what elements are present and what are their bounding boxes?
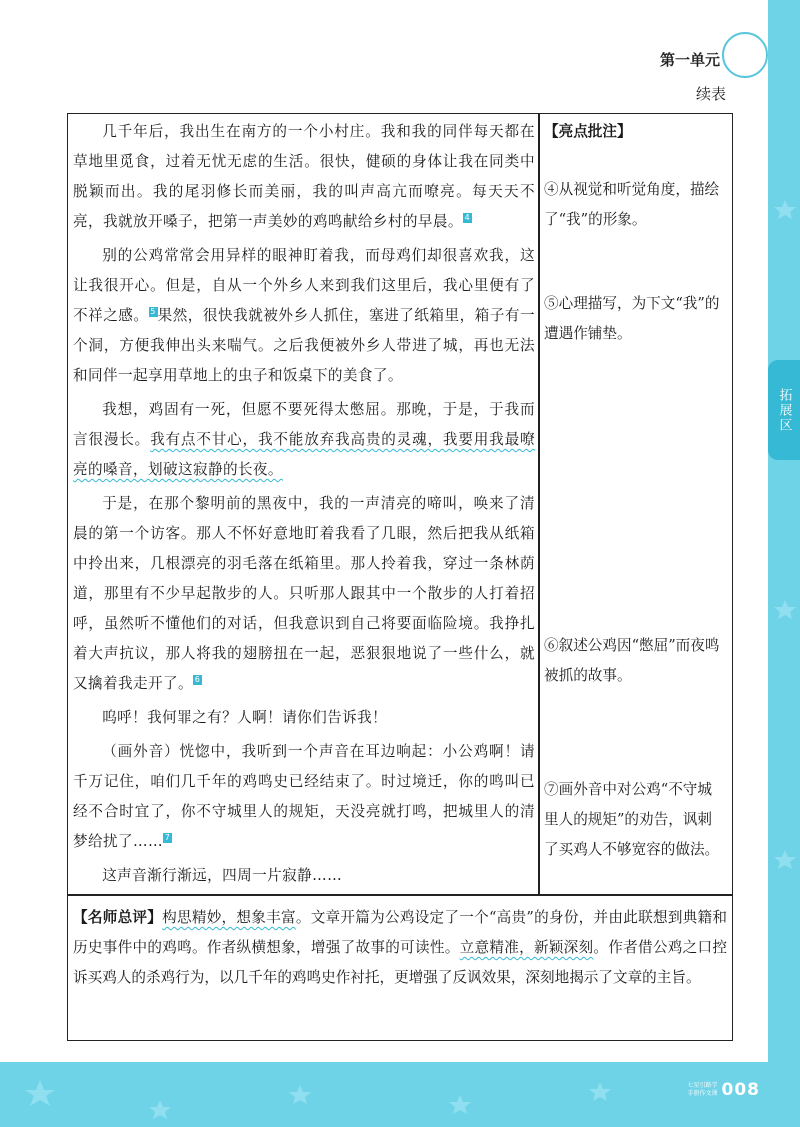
unit-emblem-icon — [722, 32, 768, 78]
page-number: 008 — [721, 1080, 760, 1100]
summary-highlight: 立意精准，新颖深刻 — [459, 939, 594, 956]
annotation-marker: 7 — [164, 833, 171, 843]
story-paragraph: 几千年后，我出生在南方的一个小村庄。我和我的同伴每天都在草地里觅食，过着无忧无虑的生活。很快，健硕的身体让我在同类中脱颖而出。我的尾羽修长而美丽，我的叫声高亢而嘹亮。每天天不亮，我就放开嗓子，把第一声美妙的鸡鸣献给乡村的早晨。 4 — [73, 123, 535, 230]
footer-badge — [688, 1077, 761, 1103]
note-item: ⑤心理描写，为下文“我”的遭遇作铺垫。 — [544, 295, 720, 342]
note-item: ⑥叙述公鸡因“憋屈”而夜鸣被抓的故事。 — [544, 637, 720, 684]
column-divider — [538, 113, 540, 894]
story-paragraph: 我想，鸡固有一死，但愿不要死得太憋屈。那晚，于是，于我而言很漫长。我有点不甘心，我不能放弃我高贵的灵魂，我要用我最嘹亮的嗓音，划破这寂静的长夜。 — [73, 401, 535, 478]
teacher-summary: 【名师总评】构思精妙，想象丰富。文章开篇为公鸡设定了一个“高贵”的身份，并由此联想到典籍和历史事件中的鸡鸣。作者纵横想象，增强了故事的可读性。立意精准，新颖深刻。作者借公鸡之口控诉买鸡人的杀鸡行为，以几千年的鸡鸣史作衬托，更增强了反讽效果，深刻地揭示了文章的主旨。 — [73, 909, 727, 986]
story-paragraph: 这声音渐行渐远，四周一片寂静…… — [102, 867, 343, 884]
footer-series-text: 七星引路学 手册作文课 — [687, 1082, 718, 1097]
wavy-underlined-sentence: 我有点不甘心，我不能放弃我高贵的灵魂，我要用我最嘹亮的嗓音，划破这寂静的长夜。 — [73, 431, 535, 478]
side-tab-expansion: 拓展区 — [768, 360, 800, 460]
story-paragraph: 别的公鸡常常会用异样的眼神盯着我，而母鸡们却很喜欢我，这让我很开心。但是，自从一个外乡人来到我们这里后，我心里便有了不祥之感。 5 果然，很快我就被外乡人抓住，塞进了纸箱里，箱子有一个洞，方便我伸出头来喘气。之后我便被外乡人带进了城，再也无法和同伴一起享用草地上的虫子和饭桌下的美食了。 — [73, 247, 535, 384]
unit-title: 第一单元 — [659, 51, 720, 69]
notes-column — [544, 117, 730, 858]
note-item: ④从视觉和听觉角度，描绘了“我”的形象。 — [544, 181, 720, 228]
story-paragraph: （画外音）恍惚中，我听到一个声音在耳边响起：小公鸡啊！请千万记住，咱们几千年的鸡鸣史已经结束了。时过境迁，你的鸣叫已经不合时宜了，你不守城里人的规矩，天没亮就打鸣，把城里人的清梦给扰了…… 7 — [73, 743, 535, 850]
notes-heading: 【亮点批注】 — [544, 123, 632, 140]
annotation-marker: 4 — [464, 213, 471, 223]
annotation-marker: 6 — [194, 675, 201, 685]
story-paragraph: 呜呼！我何罪之有？人啊！请你们告诉我！ — [102, 709, 388, 726]
story-column — [73, 117, 535, 895]
story-paragraph: 于是，在那个黎明前的黑夜中，我的一声清亮的啼叫，唤来了清晨的第一个访客。那人不怀好意地盯着我看了几眼，然后把我从纸箱中拎出来，几根漂亮的羽毛落在纸箱里。那人拎着我，穿过一条林荫道，那里有不少早起散步的人。只听那人跟其中一个散步的人打着招呼，虽然听不懂他们的对话，但我意识到自己将要面临险境。我挣扎着大声抗议，那人将我的翅膀扭在一起，恶狠狠地说了一些什么，就又擒着我走开了。 6 — [73, 495, 535, 692]
summary-label: 【名师总评】 — [73, 909, 163, 926]
summary-highlight: 构思精妙，想象丰富 — [162, 909, 296, 926]
note-item: ⑦画外音中对公鸡“不守城里人的规矩”的劝告，讽刺了买鸡人不够宽容的做法。 — [544, 781, 720, 858]
continued-label: 续表 — [695, 85, 726, 103]
annotation-marker: 5 — [150, 307, 156, 317]
